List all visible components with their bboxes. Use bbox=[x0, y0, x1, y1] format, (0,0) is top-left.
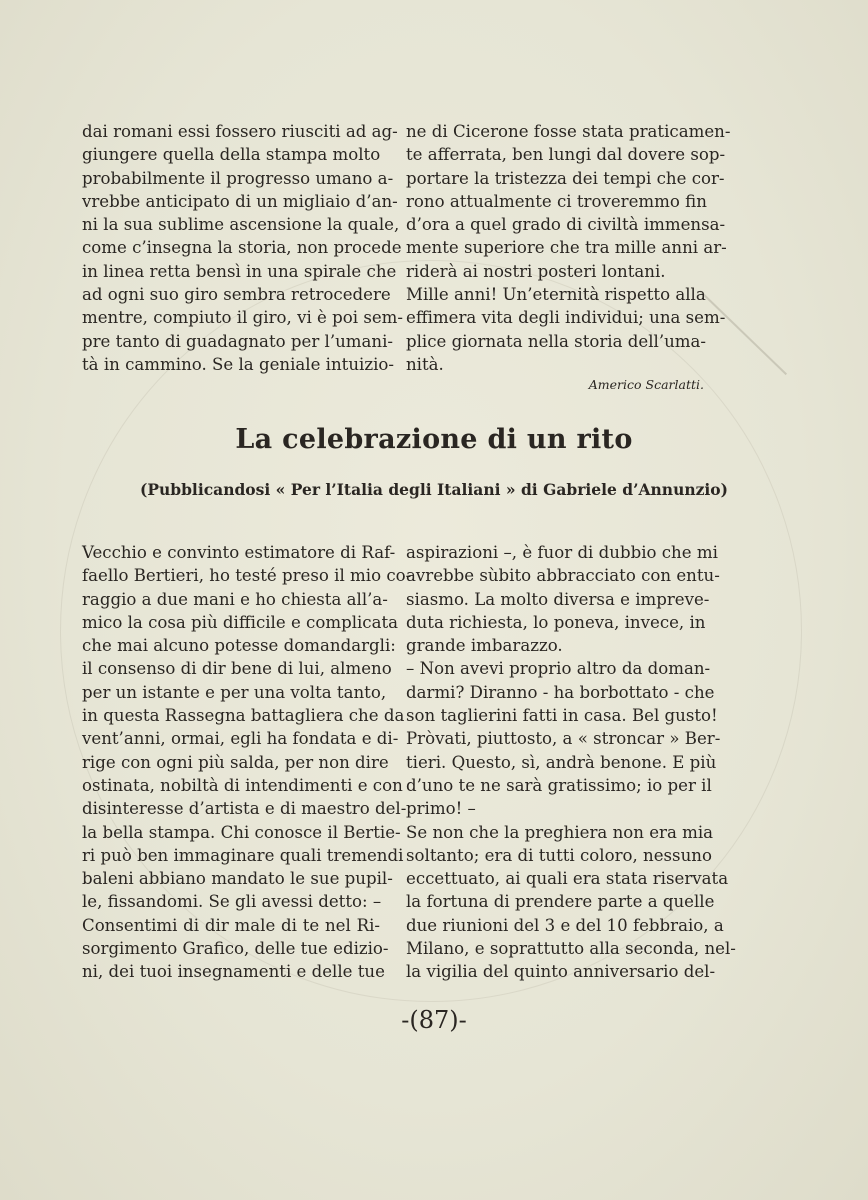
text-line: vrebbe anticipato di un migliaio d’an- bbox=[82, 191, 398, 211]
text-line: nità. bbox=[406, 354, 444, 374]
text-line: grande imbarazzo. bbox=[406, 636, 563, 656]
text-line: due riunioni del 3 e del 10 febbraio, a bbox=[406, 915, 724, 935]
text-line: tà in cammino. Se la geniale intuizio- bbox=[82, 354, 394, 374]
text-line: darmi? Diranno - ha borbottato - che bbox=[406, 682, 715, 702]
article-subtitle: (Pubblicandosi « Per l’Italia degli Italiani » di Gabriele d’Annunzio) bbox=[140, 480, 728, 499]
text-line: mentre, compiuto il giro, vi è poi sem- bbox=[82, 308, 403, 328]
text-line: – Non avevi proprio altro da doman- bbox=[406, 659, 711, 679]
text-line: avrebbe sùbito abbracciato con entu- bbox=[406, 566, 720, 586]
text-line: mico la cosa più difficile e complicata bbox=[82, 612, 399, 632]
text-line: per un istante e per una volta tanto, bbox=[82, 682, 387, 702]
text-line: probabilmente il progresso umano a- bbox=[82, 168, 394, 188]
text-line: duta richiesta, lo poneva, invece, in bbox=[406, 612, 706, 632]
text-line: la fortuna di prendere parte a quelle bbox=[406, 892, 715, 912]
text-line: plice giornata nella storia dell’uma- bbox=[406, 331, 707, 351]
text-line: ri può ben immaginare quali tremendi bbox=[82, 845, 404, 865]
text-line: soltanto; era di tutti coloro, nessuno bbox=[406, 845, 712, 865]
text-line: ni, dei tuoi insegnamenti e delle tue bbox=[82, 962, 385, 982]
page-mark-line bbox=[699, 290, 787, 375]
text-line: baleni abbiano mandato le sue pupil- bbox=[82, 869, 393, 889]
text-line: la bella stampa. Chi conosce il Bertie- bbox=[82, 822, 401, 842]
text-line: d’uno te ne sarà gratissimo; io per il bbox=[406, 775, 712, 795]
top-right-column bbox=[406, 120, 731, 376]
text-line: che mai alcuno potesse domandargli: bbox=[82, 636, 396, 656]
text-line: riderà ai nostri posteri lontani. bbox=[406, 261, 666, 281]
text-line: effimera vita degli individui; una sem- bbox=[406, 308, 726, 328]
text-line: d’ora a quel grado di civiltà immensa- bbox=[406, 215, 726, 235]
text-line: Pròvati, piuttosto, a « stroncar » Ber- bbox=[406, 729, 721, 749]
text-line: ostinata, nobiltà di intendimenti e con bbox=[82, 775, 403, 795]
bottom-left-column bbox=[82, 541, 412, 984]
text-line: son taglierini fatti in casa. Bel gusto! bbox=[406, 706, 718, 726]
text-line: Vecchio e convinto estimatore di Raf- bbox=[82, 543, 396, 562]
text-line: sorgimento Grafico, delle tue edizio- bbox=[82, 939, 389, 959]
text-line: raggio a due mani e ho chiesta all’a- bbox=[82, 589, 388, 609]
bottom-right-column bbox=[406, 541, 736, 984]
text-line: le, fissandomi. Se gli avessi detto: – bbox=[82, 892, 382, 912]
text-line: il consenso di dir bene di lui, almeno bbox=[82, 659, 392, 679]
text-line: ad ogni suo giro sembra retrocedere bbox=[82, 285, 391, 305]
text-line: in questa Rassegna battagliera che da bbox=[82, 706, 405, 726]
text-line: rige con ogni più salda, per non dire bbox=[82, 752, 389, 772]
text-line: rono attualmente ci troveremmo fin bbox=[406, 191, 707, 211]
text-line: ni la sua sublime ascensione la quale, bbox=[82, 215, 400, 235]
text-line: portare la tristezza dei tempi che cor- bbox=[406, 168, 725, 188]
text-line: dai romani essi fossero riusciti ad ag- bbox=[82, 122, 398, 141]
text-line: disinteresse d’artista e di maestro del- bbox=[82, 799, 407, 819]
text-line: te afferrata, ben lungi dal dovere sop- bbox=[406, 145, 726, 165]
text-line: siasmo. La molto diversa e impreve- bbox=[406, 589, 710, 609]
text-line: Mille anni! Un’eternità rispetto alla bbox=[406, 285, 706, 305]
text-line: aspirazioni –, è fuor di dubbio che mi bbox=[406, 543, 718, 562]
text-line: Se non che la preghiera non era mia bbox=[406, 822, 714, 842]
article-title: La celebrazione di un rito bbox=[235, 424, 633, 455]
text-line: tieri. Questo, sì, andrà benone. E più bbox=[406, 752, 717, 772]
text-line: primo! – bbox=[406, 799, 476, 819]
text-line: giungere quella della stampa molto bbox=[82, 145, 381, 165]
text-line: pre tanto di guadagnato per l’umani- bbox=[82, 331, 394, 351]
text-line: in linea retta bensì in una spirale che bbox=[82, 261, 397, 281]
text-line: Milano, e soprattutto alla seconda, nel- bbox=[406, 939, 736, 959]
text-line: vent’anni, ormai, egli ha fondata e di- bbox=[82, 729, 399, 749]
text-line: ne di Cicerone fosse stata praticamen- bbox=[406, 122, 731, 141]
top-left-column bbox=[82, 120, 403, 376]
text-line: mente superiore che tra mille anni ar- bbox=[406, 238, 727, 258]
text-line: come c’insegna la storia, non procede bbox=[82, 238, 402, 258]
text-line: Consentimi di dir male di te nel Ri- bbox=[82, 915, 380, 935]
page-number: -(87)- bbox=[401, 1006, 467, 1034]
signature: Americo Scarlatti. bbox=[588, 377, 704, 392]
text-line: la vigilia del quinto anniversario del- bbox=[406, 962, 716, 982]
text-line: faello Bertieri, ho testé preso il mio co- bbox=[82, 566, 412, 586]
text-line: eccettuato, ai quali era stata riservata bbox=[406, 869, 729, 889]
